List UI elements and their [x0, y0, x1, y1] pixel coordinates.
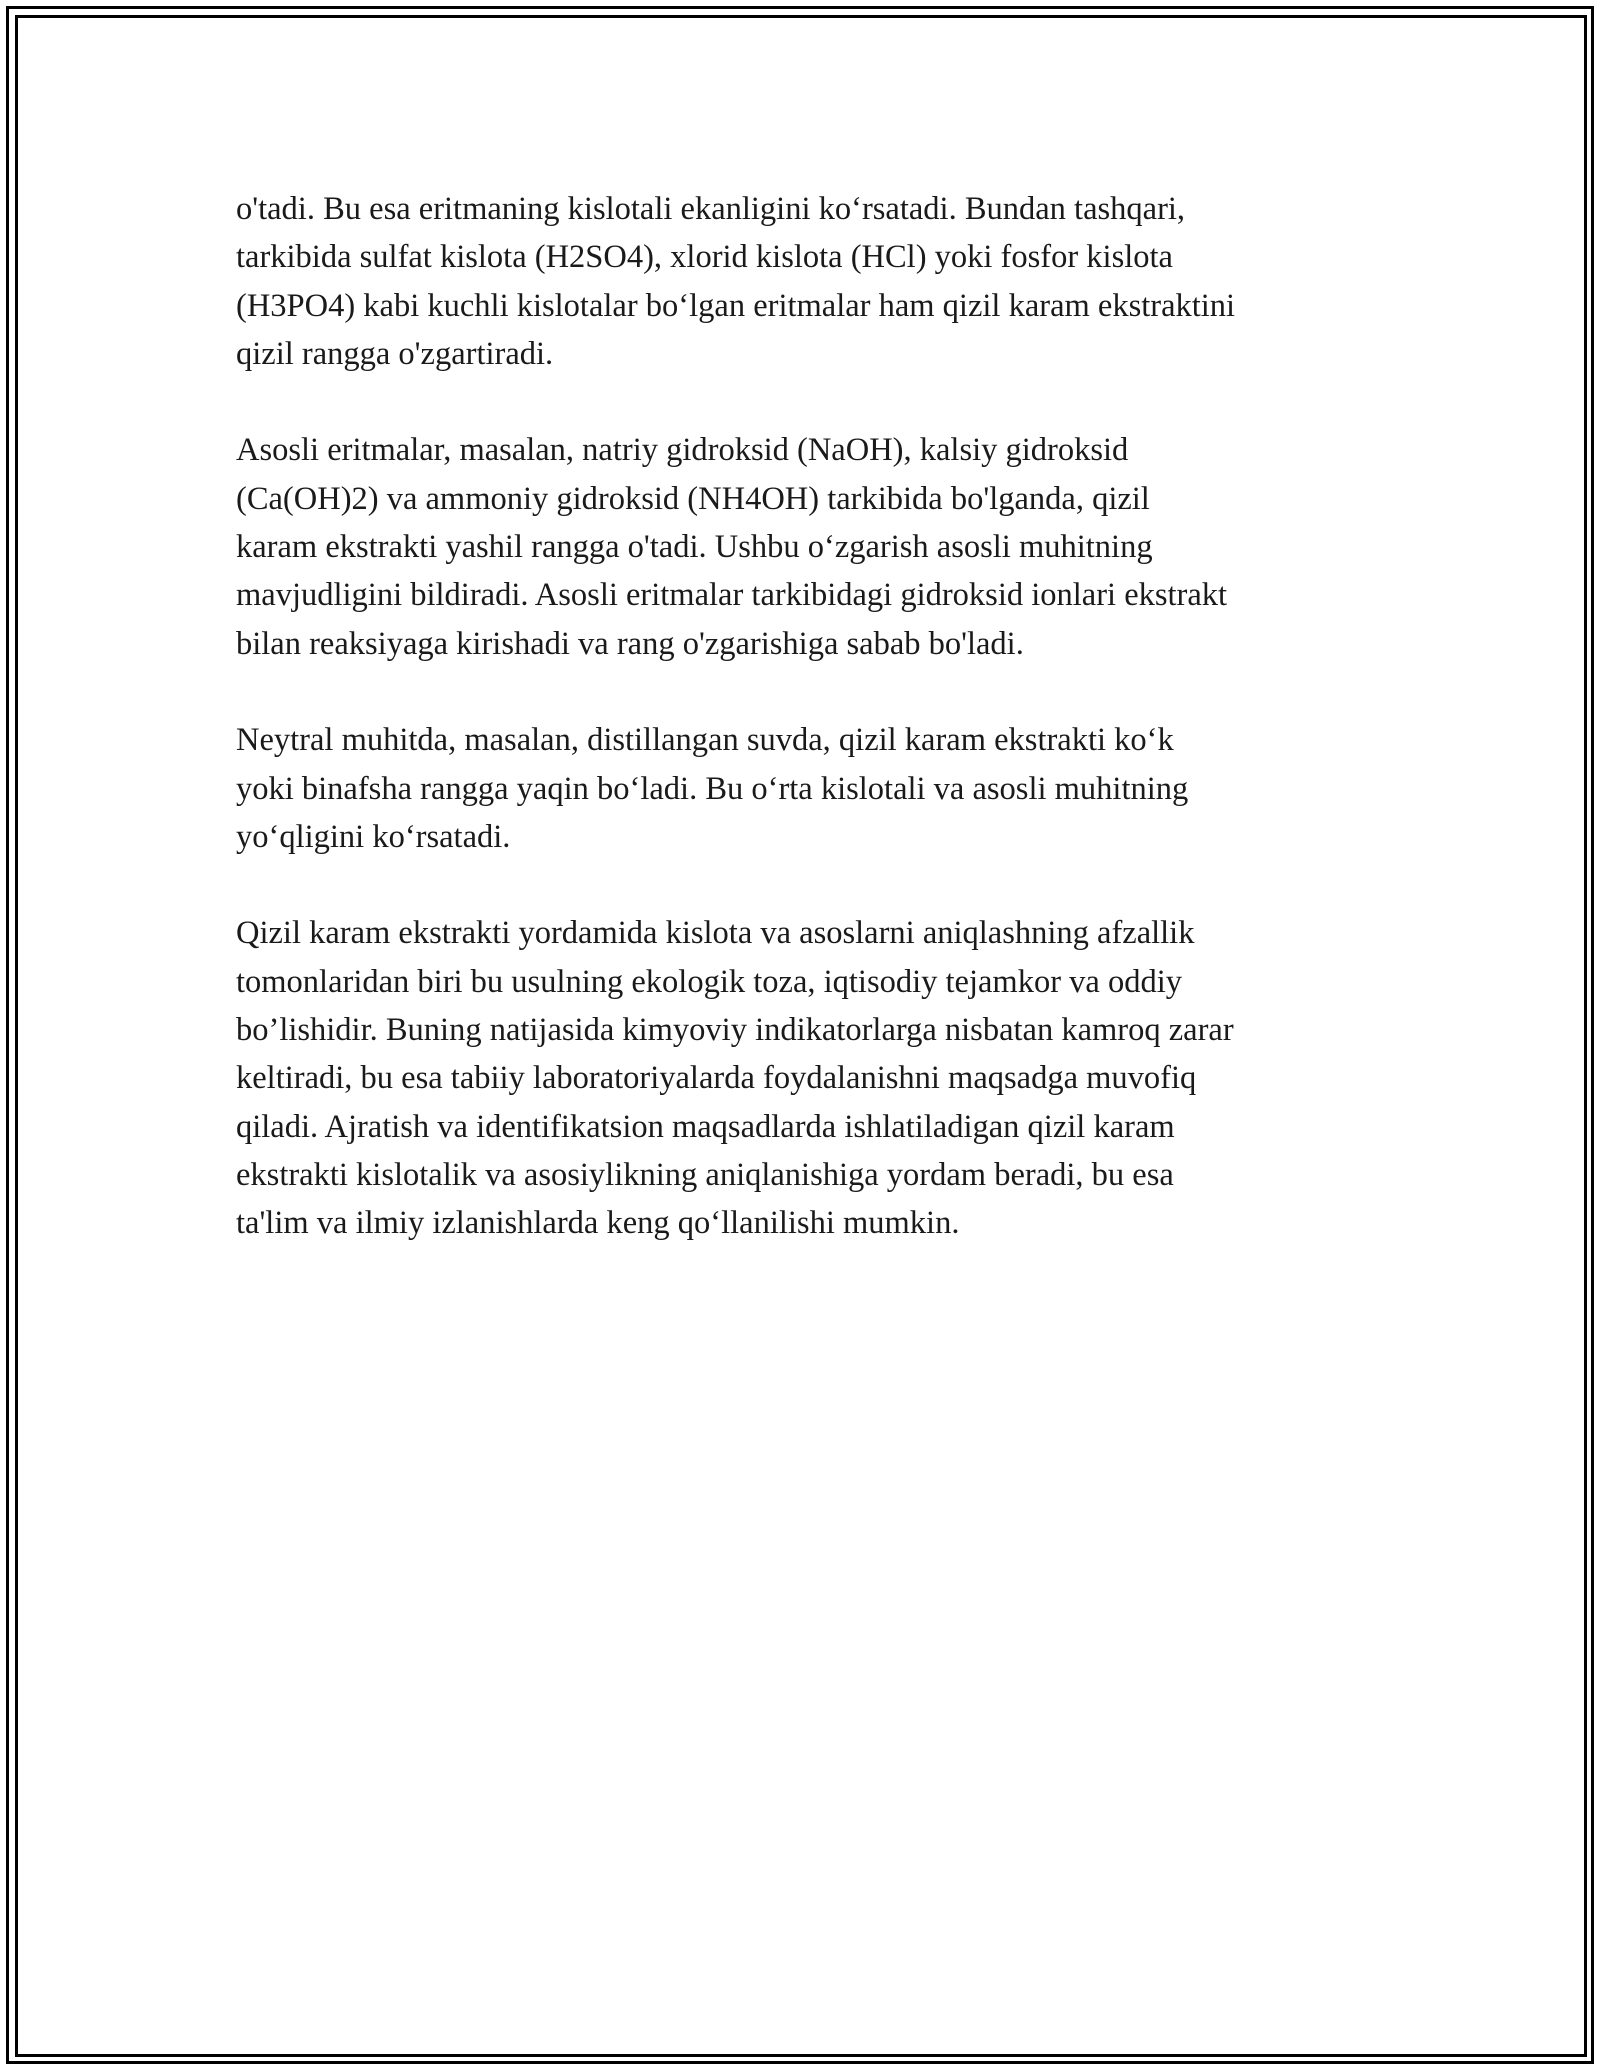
text-line: mavjudligini bildiradi. Asosli eritmalar tarkibidagi gidroksid ionlari ekstrakt — [236, 577, 1228, 614]
document-body — [236, 185, 1376, 1296]
text-line: tomonlaridan biri bu usulning ekologik toza, iqtisodiy tejamkor va oddiy — [236, 963, 1182, 1000]
text-line: bo’lishidir. Buning natijasida kimyoviy indikatorlarga nisbatan kamroq zarar — [236, 1012, 1234, 1049]
text-line: ta'lim va ilmiy izlanishlarda keng qo‘llanilishi mumkin. — [236, 1205, 960, 1242]
text-line: qizil rangga o'zgartiradi. — [236, 335, 554, 372]
text-line: (H3PO4) kabi kuchli kislotalar bo‘lgan eritmalar ham qizil karam ekstraktini — [236, 287, 1236, 324]
text-line: Asosli eritmalar, masalan, natriy gidroksid (NaOH), kalsiy gidroksid — [236, 432, 1129, 469]
text-line: qiladi. Ajratish va identifikatsion maqsadlarda ishlatiladigan qizil karam — [236, 1108, 1175, 1145]
paragraph-3 — [236, 716, 1376, 861]
text-line: o'tadi. Bu esa eritmaning kislotali ekanligini ko‘rsatadi. Bundan tashqari, — [236, 191, 1186, 227]
text-line: Neytral muhitda, masalan, distillangan suvda, qizil karam ekstrakti ko‘k — [236, 722, 1174, 759]
paragraph-2 — [236, 426, 1376, 667]
text-line: Qizil karam ekstrakti yordamida kislota va asoslarni aniqlashning afzallik — [236, 915, 1195, 952]
text-line: yo‘qligini ko‘rsatadi. — [236, 818, 511, 855]
text-line: keltiradi, bu esa tabiiy laboratoriyalarda foydalanishni maqsadga muvofiq — [236, 1060, 1197, 1097]
text-line: ekstrakti kislotalik va asosiylikning aniqlanishiga yordam beradi, bu esa — [236, 1156, 1174, 1193]
paragraph-1 — [236, 185, 1376, 378]
text-line: (Ca(OH)2) va ammoniy gidroksid (NH4OH) tarkibida bo'lganda, qizil — [236, 480, 1150, 517]
text-line: yoki binafsha rangga yaqin bo‘ladi. Bu o‘rta kislotali va asosli muhitning — [236, 770, 1189, 807]
text-line: tarkibida sulfat kislota (H2SO4), xlorid kislota (HCl) yoki fosfor kislota — [236, 239, 1173, 276]
text-line: bilan reaksiyaga kirishadi va rang o'zgarishiga sabab bo'ladi. — [236, 625, 1024, 662]
text-line: karam ekstrakti yashil rangga o'tadi. Ushbu o‘zgarish asosli muhitning — [236, 529, 1153, 566]
paragraph-4 — [236, 909, 1376, 1247]
